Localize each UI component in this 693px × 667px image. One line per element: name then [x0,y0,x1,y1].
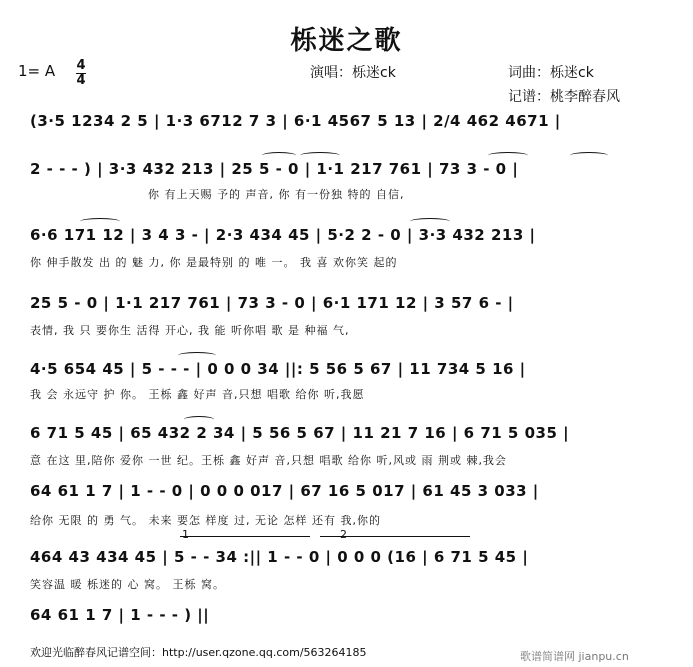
volta-first-line [180,536,310,537]
song-title: 栎迷之歌 [290,26,403,56]
time-signature [76,60,86,87]
score-line-4-notes: 25 5 - 0 | 1·1 217 761 | 73 3 - 0 | 6·1 171 12 | 3 57 6 - | [30,294,514,312]
transcriber-credit: 记谱：桃李醉春风 [508,89,620,105]
score-line-8-notes: 464 43 434 45 | 5 - - 34 :|| 1 - - 0 | 0 0 0 (16 | 6 71 5 45 | [30,548,529,566]
score-line-1-notes: (3·5 1234 2 5 | 1·3 6712 7 3 | 6·1 4567 5 13 | 2/4 462 4671 | [30,112,561,130]
score-line-7-lyrics: 给你 无限 的 勇 气。 未来 要怎 样度 过, 无论 怎样 还有 我,你的 [30,514,381,527]
score-line-6-lyrics: 意 在这 里,陪你 爱你 一世 纪。王栎 鑫 好声 音,只想 唱歌 给你 听,风或 雨 荆或 棘,我会 [30,454,507,467]
slur-mark [80,218,120,225]
slur-mark [410,218,450,225]
slur-mark [178,352,216,359]
score-line-5-lyrics: 我 会 永远守 护 你。 王栎 鑫 好声 音,只想 唱歌 给你 听,我愿 [30,388,365,401]
volta-second-label: 2 [340,528,348,541]
score-line-4-lyrics: 表情, 我 只 要你生 活得 开心, 我 能 听你唱 歌 是 种福 气, [30,324,350,337]
score-line-8-lyrics: 笑容温 暖 栎迷的 心 窝。 王栎 窝。 [30,578,225,591]
volta-first-label: 1 [182,528,190,541]
score-line-5-notes: 4·5 654 45 | 5 - - - | 0 0 0 34 ||: 5 56 5 67 | 11 734 5 16 | [30,360,526,378]
slur-mark [262,152,296,159]
key-signature: 1= A [18,62,56,80]
score-line-7-notes: 64 61 1 7 | 1 - - 0 | 0 0 0 017 | 67 16 5 017 | 61 45 3 033 | [30,482,539,500]
score-line-3-notes: 6·6 171 12 | 3 4 3 - | 2·3 434 45 | 5·2 2 - 0 | 3·3 432 213 | [30,226,536,244]
watermark-text: 歌谱简谱网 jianpu.cn [520,650,629,663]
slur-mark [300,152,340,159]
slur-mark [184,416,214,423]
singer-credit: 演唱：栎迷ck [310,65,396,81]
time-sig-top: 4 [76,58,86,73]
time-sig-bottom: 4 [76,73,86,88]
score-line-9-notes: 64 61 1 7 | 1 - - - ) || [30,606,210,624]
score-line-2-lyrics: 你 有上天赐 予的 声音, 你 有一份独 特的 自信, [148,188,405,201]
score-line-2-notes: 2 - - - ) | 3·3 432 213 | 25 5 - 0 | 1·1 217 761 | 73 3 - 0 | [30,160,519,178]
slur-mark [488,152,528,159]
footer-link-text: 欢迎光临醉春风记谱空间：http://user.qzone.qq.com/563264185 [30,646,367,659]
slur-mark [570,152,608,159]
score-line-6-notes: 6 71 5 45 | 65 432 2 34 | 5 56 5 67 | 11 21 7 16 | 6 71 5 035 | [30,424,570,442]
composer-credit: 词曲：栎迷ck [508,65,594,81]
score-line-3-lyrics: 你 伸手散发 出 的 魅 力, 你 是最特别 的 唯 一。 我 喜 欢你笑 起的 [30,256,398,269]
